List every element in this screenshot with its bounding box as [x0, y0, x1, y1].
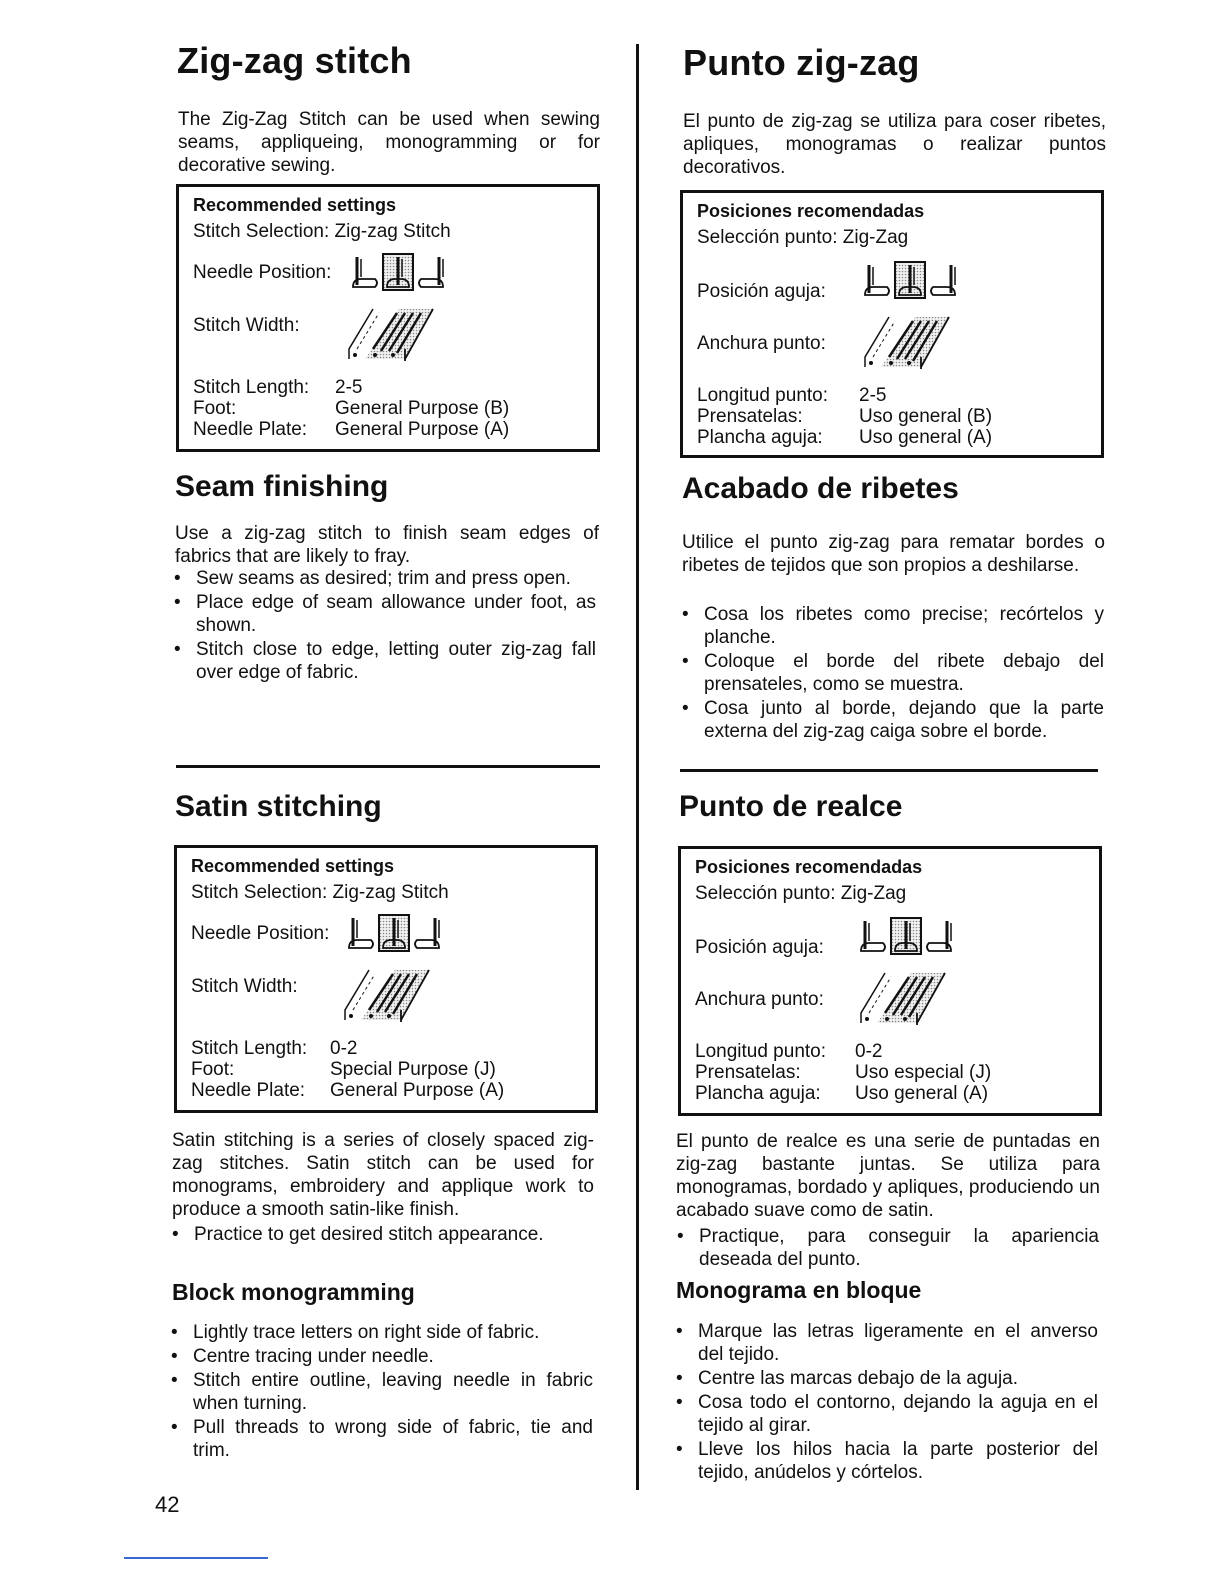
stitch-selection: Selección punto: Zig-Zag [695, 883, 907, 904]
column-divider [636, 44, 639, 1490]
stitch-width-label: Stitch Width: [191, 976, 298, 997]
list-item: • Centre tracing under needle. [169, 1345, 593, 1368]
needle-plate-value: General Purpose (A) [335, 419, 510, 440]
stitch-selection: Stitch Selection: Zig-zag Stitch [191, 882, 449, 903]
footer-line [124, 1557, 268, 1559]
stitch-length-label: Longitud punto: [697, 385, 829, 406]
needle-position-label: Posición aguja: [697, 281, 826, 302]
list-item: • Cosa los ribetes como precise; recórtelos y planche. [680, 603, 1104, 649]
needle-position-icon [855, 917, 959, 957]
block-monogramming-list [169, 1321, 593, 1463]
seam-finishing-intro: Utilice el punto zig-zag para rematar bordes o ribetes de tejidos que son propios a deshilarse. [682, 532, 1105, 576]
settings-heading: Recommended settings [191, 856, 395, 876]
settings-heading: Posiciones recomendadas [695, 857, 923, 877]
foot-label: Prensatelas: [697, 406, 803, 427]
recommended-settings-box [174, 845, 598, 1113]
list-item: • Practice to get desired stitch appearance. [170, 1223, 594, 1246]
stitch-width-icon [343, 305, 435, 361]
seam-finishing-list [680, 603, 1104, 744]
stitch-width-icon [855, 969, 947, 1025]
recommended-settings-box [680, 190, 1104, 458]
list-item: • Sew seams as desired; trim and press open. [172, 567, 596, 590]
needle-position-icon [859, 261, 963, 301]
satin-stitching-heading: Satin stitching [175, 790, 382, 823]
stitch-length-value: 2-5 [335, 377, 363, 398]
recommended-settings-box [678, 846, 1102, 1116]
list-item: • Stitch entire outline, leaving needle in fabric when turning. [169, 1369, 593, 1415]
foot-value: General Purpose (B) [335, 398, 510, 419]
block-monogramming-list [674, 1320, 1098, 1485]
needle-plate-label: Plancha aguja: [697, 427, 823, 448]
satin-stitching-intro: Satin stitching is a series of closely spaced zig-zag stitches. Satin stitch can be used for monograms, embroidery and applique work to produce a smooth satin-like finish. [172, 1130, 594, 1220]
needle-position-label: Needle Position: [191, 923, 330, 944]
page-title: Punto zig-zag [683, 42, 920, 83]
foot-label: Foot: [191, 1059, 235, 1080]
stitch-length-value: 0-2 [855, 1041, 883, 1062]
block-monogramming-heading: Block monogramming [172, 1279, 415, 1305]
stitch-length-value: 2-5 [859, 385, 887, 406]
stitch-length-label: Stitch Length: [193, 377, 310, 398]
foot-label: Foot: [193, 398, 237, 419]
needle-plate-value: General Purpose (A) [330, 1080, 505, 1101]
page-number: 42 [155, 1492, 180, 1517]
stitch-length-label: Stitch Length: [191, 1038, 308, 1059]
stitch-width-label: Anchura punto: [695, 989, 824, 1010]
stitch-selection: Selección punto: Zig-Zag [697, 227, 909, 248]
needle-plate-label: Plancha aguja: [695, 1083, 821, 1104]
stitch-width-icon [339, 966, 431, 1022]
list-item: • Centre las marcas debajo de la aguja. [674, 1367, 1098, 1390]
needle-plate-label: Needle Plate: [191, 1080, 306, 1101]
needle-position-icon [343, 914, 447, 954]
list-item: • Lleve los hilos hacia la parte posterior del tejido, anúdelos y córtelos. [674, 1438, 1098, 1484]
section-rule [176, 765, 600, 768]
list-item: • Practique, para conseguir la apariencia deseada del punto. [675, 1225, 1099, 1271]
foot-value: Uso especial (J) [855, 1062, 992, 1083]
needle-position-label: Needle Position: [193, 262, 332, 283]
needle-plate-value: Uso general (A) [855, 1083, 989, 1104]
stitch-length-value: 0-2 [330, 1038, 358, 1059]
stitch-width-label: Stitch Width: [193, 315, 300, 336]
satin-stitching-list [170, 1223, 594, 1247]
stitch-length-label: Longitud punto: [695, 1041, 827, 1062]
list-item: • Marque las letras ligeramente en el anverso del tejido. [674, 1320, 1098, 1366]
list-item: • Stitch close to edge, letting outer zig-zag fall over edge of fabric. [172, 638, 596, 684]
list-item: • Coloque el borde del ribete debajo del prensateles, como se muestra. [680, 650, 1104, 696]
needle-position-icon [347, 253, 451, 293]
intro-paragraph: The Zig-Zag Stitch can be used when sewing seams, appliqueing, monogramming or for decorative sewing. [178, 109, 600, 176]
recommended-settings-box [176, 184, 600, 452]
satin-stitching-list [675, 1225, 1099, 1272]
satin-stitching-intro: El punto de realce es una serie de puntadas en zig-zag bastante juntas. Se utiliza para monogramas, bordado y apliques, produciendo un acabado suave como de satin. [676, 1131, 1100, 1221]
needle-position-label: Posición aguja: [695, 937, 824, 958]
settings-heading: Recommended settings [193, 195, 397, 215]
intro-paragraph: El punto de zig-zag se utiliza para coser ribetes, apliques, monogramas o realizar puntos decorativos. [683, 111, 1106, 178]
foot-value: Uso general (B) [859, 406, 993, 427]
section-rule [680, 769, 1098, 772]
list-item: • Place edge of seam allowance under foot, as shown. [172, 591, 596, 637]
block-monogramming-heading: Monograma en bloque [676, 1277, 922, 1303]
satin-stitching-heading: Punto de realce [679, 790, 903, 823]
needle-plate-label: Needle Plate: [193, 419, 308, 440]
foot-label: Prensatelas: [695, 1062, 801, 1083]
seam-finishing-heading: Acabado de ribetes [682, 472, 959, 505]
list-item: • Cosa todo el contorno, dejando la aguja en el tejido al girar. [674, 1391, 1098, 1437]
seam-finishing-heading: Seam finishing [175, 470, 389, 503]
seam-finishing-list [172, 567, 596, 685]
seam-finishing-intro: Use a zig-zag stitch to finish seam edges of fabrics that are likely to fray. [175, 523, 599, 567]
needle-plate-value: Uso general (A) [859, 427, 993, 448]
stitch-selection: Stitch Selection: Zig-zag Stitch [193, 221, 451, 242]
list-item: • Lightly trace letters on right side of fabric. [169, 1321, 593, 1344]
foot-value: Special Purpose (J) [330, 1059, 496, 1080]
list-item: • Pull threads to wrong side of fabric, tie and trim. [169, 1416, 593, 1462]
page-title: Zig-zag stitch [177, 40, 412, 81]
stitch-width-label: Anchura punto: [697, 333, 826, 354]
stitch-width-icon [859, 313, 951, 369]
settings-heading: Posiciones recomendadas [697, 201, 925, 221]
list-item: • Cosa junto al borde, dejando que la parte externa del zig-zag caiga sobre el borde. [680, 697, 1104, 743]
